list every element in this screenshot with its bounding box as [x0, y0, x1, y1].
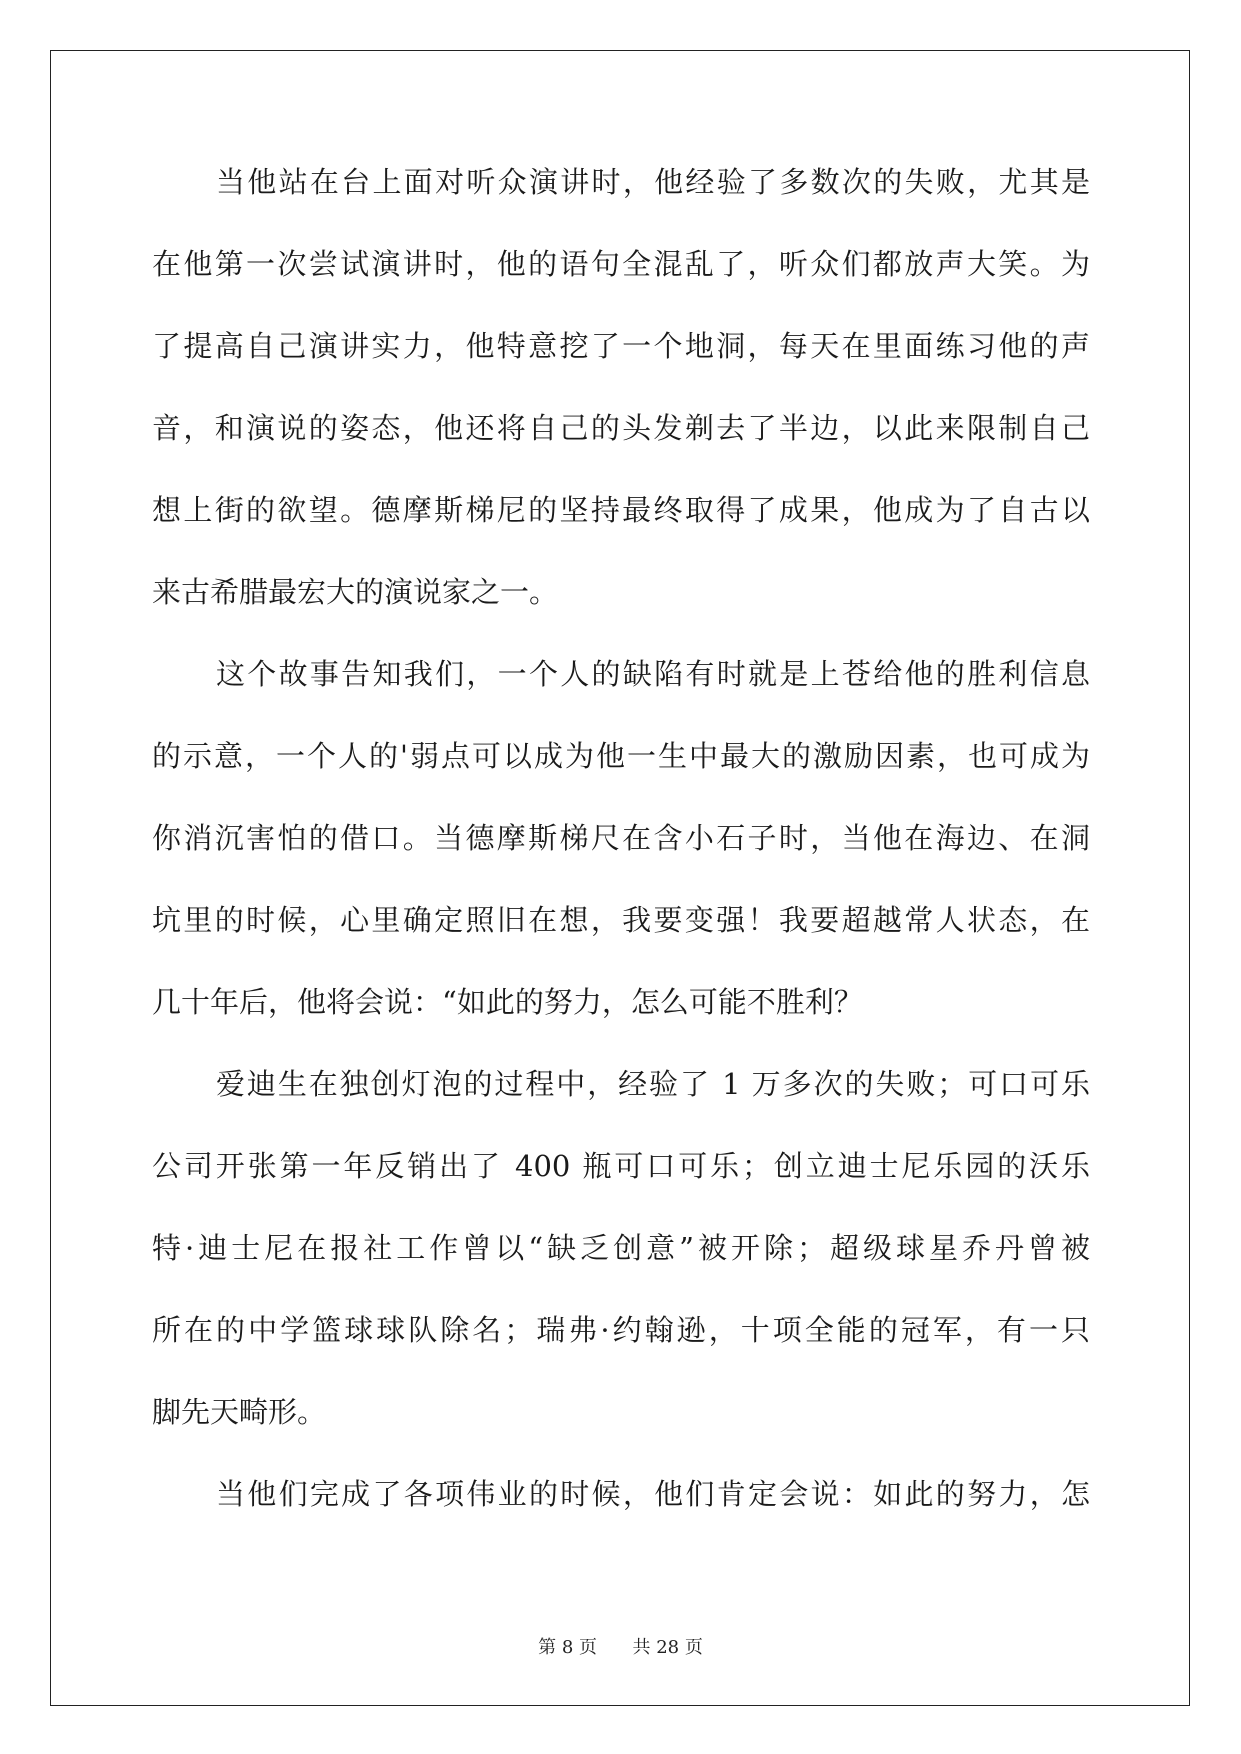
text-line: 当他站在台上面对听众演讲时，他经验了多数次的失败，尤其是 [216, 165, 1090, 199]
text-line: 爱迪生在独创灯泡的过程中，经验了 1 万多次的失败；可口可乐 [216, 1067, 1090, 1101]
total-pages: 共 28 页 [632, 1637, 703, 1658]
text-line: 特·迪士尼在报社工作曾以“缺乏创意”被开除；超级球星乔丹曾被 [152, 1231, 1090, 1265]
text-line: 音，和演说的姿态，他还将自己的头发剃去了半边，以此来限制自己 [152, 411, 1090, 445]
text-line: 所在的中学篮球球队除名；瑞弗·约翰逊，十项全能的冠军，有一只 [152, 1313, 1090, 1347]
text-line: 的示意，一个人的'弱点可以成为他一生中最大的激励因素，也可成为 [152, 739, 1090, 773]
text-line: 公司开张第一年反销出了 400 瓶可口可乐；创立迪士尼乐园的沃乐 [152, 1149, 1090, 1183]
document-body [152, 160, 1090, 1554]
text-line: 当他们完成了各项伟业的时候，他们肯定会说：如此的努力，怎 [216, 1477, 1090, 1511]
text-line: 几十年后，他将会说：“如此的努力，怎么可能不胜利？ [152, 985, 863, 1019]
page-number: 第 8 页 [538, 1637, 598, 1658]
text-line: 坑里的时候，心里确定照旧在想，我要变强！我要超越常人状态，在 [152, 903, 1090, 937]
page-footer [0, 1633, 1241, 1659]
text-line: 来古希腊最宏大的演说家之一。 [152, 575, 559, 609]
text-line: 你消沉害怕的借口。当德摩斯梯尺在含小石子时，当他在海边、在洞 [152, 821, 1090, 855]
text-line: 想上街的欲望。德摩斯梯尼的坚持最终取得了成果，他成为了自古以 [152, 493, 1090, 527]
text-line: 脚先天畸形。 [152, 1395, 327, 1429]
text-line: 这个故事告知我们，一个人的缺陷有时就是上苍给他的胜利信息 [216, 657, 1090, 691]
text-line: 了提高自己演讲实力，他特意挖了一个地洞，每天在里面练习他的声 [152, 329, 1090, 363]
text-line: 在他第一次尝试演讲时，他的语句全混乱了，听众们都放声大笑。为 [152, 247, 1090, 281]
